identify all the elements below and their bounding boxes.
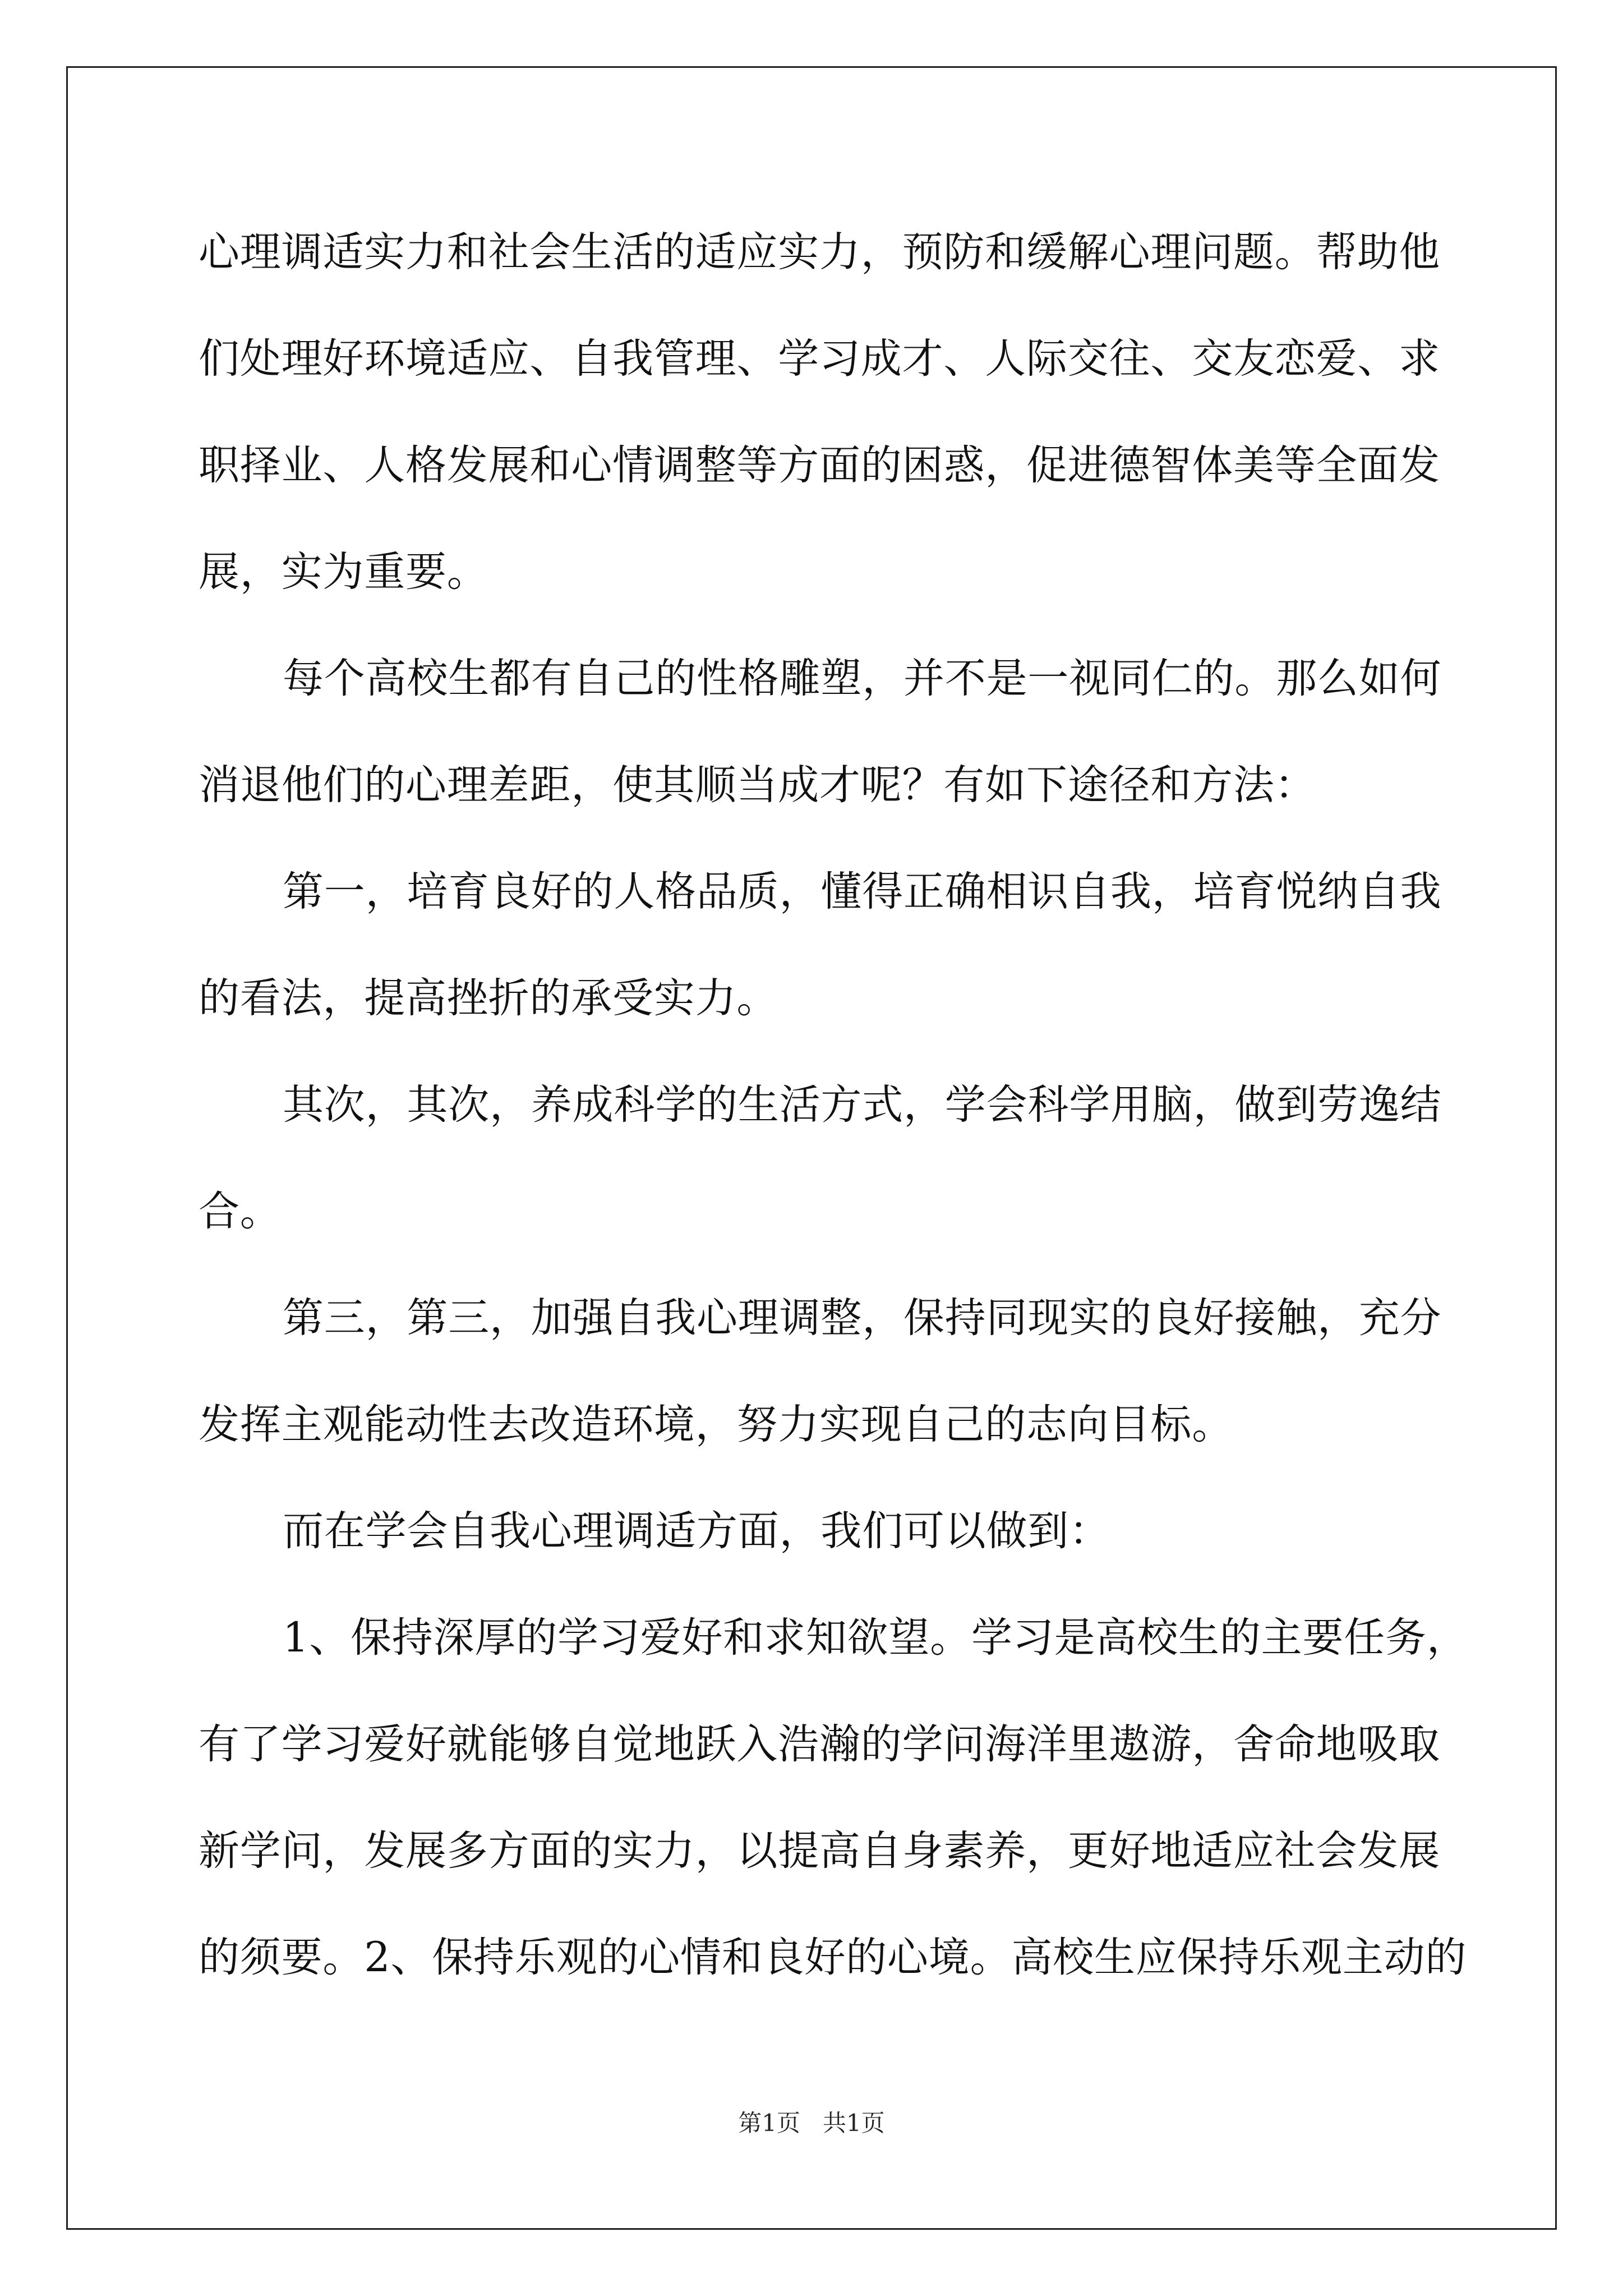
text-line: 心理调适实力和社会生活的适应实力，预防和缓解心理问题。帮助他 <box>199 228 1440 276</box>
text-line: 合。 <box>199 1188 282 1235</box>
document-body <box>199 199 1468 2011</box>
text-line: 的看法，提高挫折的承受实力。 <box>199 974 778 1022</box>
text-line: 新学问，发展多方面的实力，以提高自身素养，更好地适应社会发展 <box>199 1827 1440 1875</box>
text-line: 们处理好环境适应、自我管理、学习成才、人际交往、交友恋爱、求 <box>199 335 1440 383</box>
text-line: 1、保持深厚的学习爱好和求知欲望。学习是高校生的主要任务， <box>283 1614 1468 1662</box>
text-line: 消退他们的心理差距，使其顺当成才呢？有如下途径和方法： <box>199 761 1316 809</box>
text-line: 展，实为重要。 <box>199 548 488 596</box>
text-line: 每个高校生都有自己的性格雕塑，并不是一视同仁的。那么如何 <box>283 655 1442 702</box>
text-line: 的须要。2、保持乐观的心情和良好的心境。高校生应保持乐观主动的 <box>199 1934 1467 1981</box>
text-line: 第三，第三，加强自我心理调整，保持同现实的良好接触，充分 <box>283 1294 1442 1342</box>
text-line: 第一，培育良好的人格品质，懂得正确相识自我，培育悦纳自我 <box>283 868 1442 915</box>
page-number: 第1页 共1页 <box>738 2109 885 2137</box>
text-line: 有了学习爱好就能够自觉地跃入浩瀚的学问海洋里遨游，舍命地吸取 <box>199 1720 1440 1768</box>
text-line: 其次，其次，养成科学的生活方式，学会科学用脑，做到劳逸结 <box>283 1081 1442 1129</box>
text-line: 而在学会自我心理调适方面，我们可以做到： <box>283 1507 1110 1555</box>
text-line: 发挥主观能动性去改造环境，努力实现自己的志向目标。 <box>199 1401 1233 1448</box>
page-footer <box>0 2106 1623 2140</box>
text-line: 职择业、人格发展和心情调整等方面的困惑，促进德智体美等全面发 <box>199 441 1440 489</box>
